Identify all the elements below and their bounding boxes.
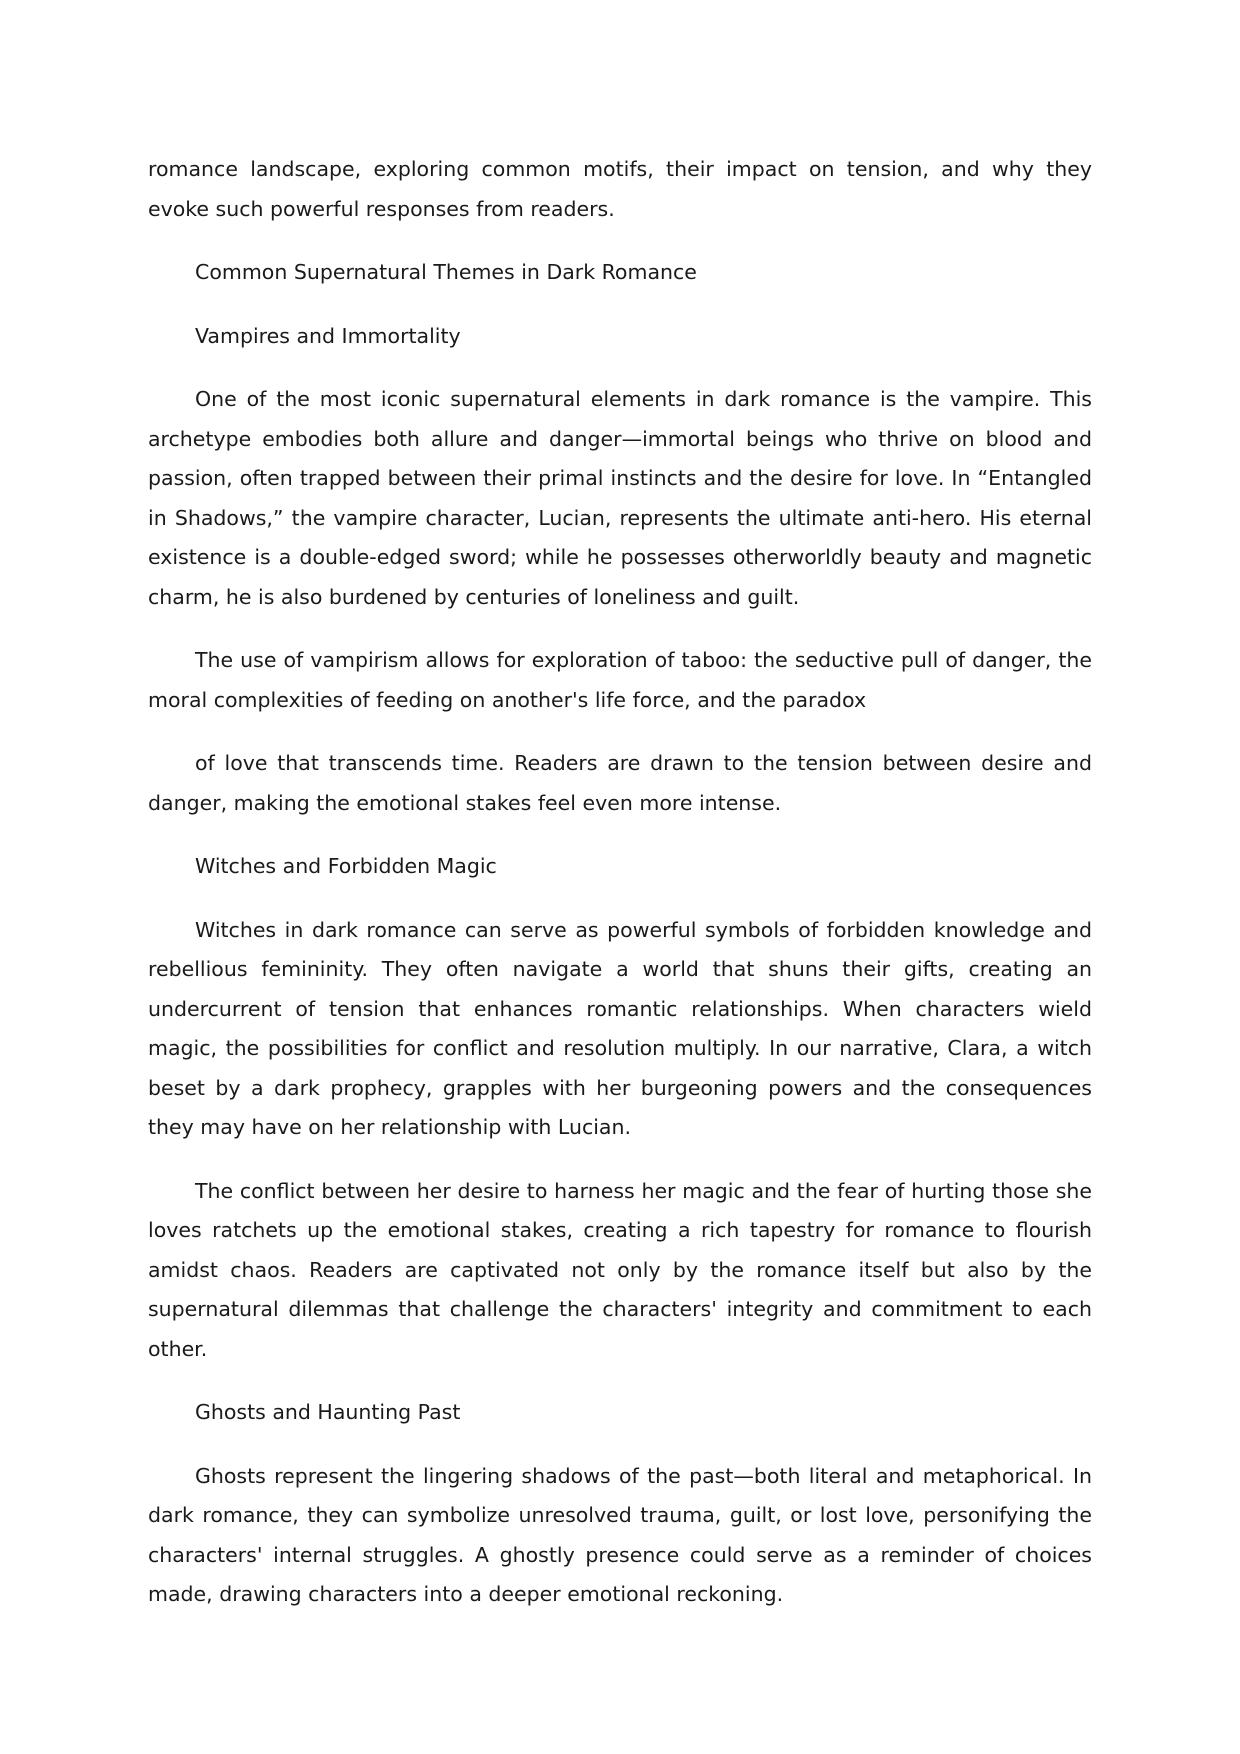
paragraph-intro-continuation: romance landscape, exploring common motifs, their impact on tension, and why they evoke such powerful responses from readers. — [148, 157, 1092, 221]
paragraph-witches-1: Witches in dark romance can serve as powerful symbols of forbidden knowledge and rebellious femininity. They often navigate a world that shuns their gifts, creating an undercurrent of tension that enhances romantic relationships. When characters wield magic, the possibilities for conflict and resolution multiply. In our narrative, Clara, a witch beset by a dark prophecy, grapples with her burgeoning powers and the consequences they may have on her relationship with Lucian. — [148, 917, 1092, 1139]
subheading-ghosts: Ghosts and Haunting Past — [195, 1400, 461, 1424]
paragraph-ghosts-1: Ghosts represent the lingering shadows of the past—both literal and metaphorical. In dark romance, they can symbolize unresolved trauma, guilt, or lost love, personifying the characters' internal struggles. A ghostly presence could serve as a reminder of choices made, drawing characters into a deeper emotional reckoning. — [148, 1463, 1092, 1606]
paragraph-witches-2: The conflict between her desire to harness her magic and the fear of hurting those she loves ratchets up the emotional stakes, creating a rich tapestry for romance to flourish amidst chaos. Readers are captivated not only by the romance itself but also by the supernatural dilemmas that challenge the characters' integrity and commitment to each other. — [148, 1178, 1092, 1361]
subheading-witches: Witches and Forbidden Magic — [195, 854, 497, 878]
document-body — [148, 150, 1092, 1639]
section-heading-supernatural-themes: Common Supernatural Themes in Dark Romance — [195, 260, 697, 284]
subheading-vampires: Vampires and Immortality — [195, 323, 461, 348]
paragraph-vampires-2: The use of vampirism allows for exploration of taboo: the seductive pull of danger, the moral complexities of feeding on another's life force, and the paradox — [148, 648, 1092, 712]
paragraph-vampires-3: of love that transcends time. Readers are drawn to the tension between desire and danger, making the emotional stakes feel even more intense. — [148, 751, 1092, 815]
paragraph-vampires-1: One of the most iconic supernatural elements in dark romance is the vampire. This archetype embodies both allure and danger—immortal beings who thrive on blood and passion, often trapped between their primal instincts and the desire for love. In “Entangled in Shadows,” the vampire character, Lucian, represents the ultimate anti-hero. His eternal existence is a double-edged sword; while he possesses otherworldly beauty and magnetic charm, he is also burdened by centuries of loneliness and guilt. — [148, 387, 1092, 609]
